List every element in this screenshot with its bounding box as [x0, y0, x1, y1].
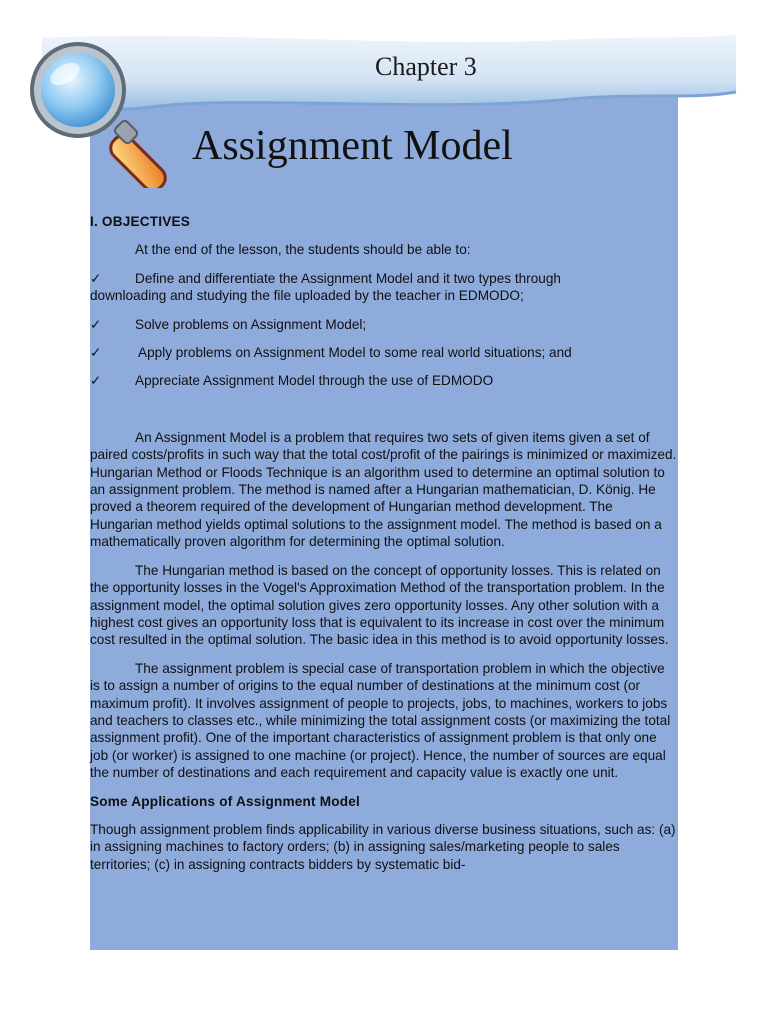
- objectives-intro: At the end of the lesson, the students should be able to:: [135, 242, 471, 258]
- objective-item: [90, 372, 678, 389]
- body-paragraph-2: The Hungarian method is based on the concept of opportunity losses. This is related on the opportunity losses in the Vogel's Approximation Method of the transportation problem. In the assignment model, the optimal solution gives zero opportunity losses. Any other solution with a highest cost gives an opportunity loss that is equivalent to its increase in cost over the minimum cost resulted in the optimal solution. The basic idea in this method is to avoid opportunity losses.: [90, 562, 669, 648]
- page-title: Assignment Model: [192, 123, 513, 169]
- body-paragraph-3: The assignment problem is special case of transportation problem in which the objective is to assign a number of origins to the equal number of destinations at the minimum cost (or maximum profit). It involves assignment of people to projects, jobs, to machines, workers to jobs and teachers to classes etc., while minimizing the total assignment costs (or maximizing the total assignment profit). One of the important characteristics of assignment problem is that only one job (or worker) is assigned to one machine (or project). Hence, the number of sources are equal the number of destinations and each requirement and capacity value is exactly one unit.: [90, 660, 671, 781]
- check-icon: ✓: [90, 316, 102, 332]
- objective-item: [90, 316, 678, 333]
- check-icon: ✓: [90, 270, 102, 286]
- objectives-list: [90, 270, 678, 390]
- check-icon: ✓: [90, 373, 102, 389]
- section-spacer: [90, 401, 678, 429]
- body-paragraph-4: Though assignment problem finds applicability in various diverse business situations, such as: (a) in assigning machines to factory orders; (b) in assigning sales/marketing people to sales territories; (c) in assigning contracts bidders by systematic bid-: [90, 821, 676, 872]
- objective-item: [90, 270, 678, 305]
- objective-text: Solve problems on Assignment Model;: [135, 316, 367, 332]
- objective-text: Define and differentiate the Assignment Model and it two types through: [135, 270, 561, 286]
- objectives-heading: I. OBJECTIVES: [90, 214, 191, 229]
- document-body: [90, 213, 678, 884]
- objective-text: Apply problems on Assignment Model to some real world situations; and: [135, 345, 572, 361]
- body-paragraph-1: An Assignment Model is a problem that requires two sets of given items given a set of paired costs/profits in such way that the total cost/profit of the pairings is minimized or maximized. Hungarian Method or Floods Technique is an algorithm used to determine an optimal solution to an assignment problem. The method is named after a Hungarian mathematician, D. König. He proved a theorem required of the development of Hungarian method development. The Hungarian method yields optimal solutions to the assignment model. The method is based on a mathematically proven algorithm for determining the optimal solution.: [90, 429, 677, 550]
- check-icon: ✓: [90, 345, 102, 361]
- chapter-label: Chapter 3: [375, 52, 477, 81]
- magnifying-glass-icon: [18, 38, 188, 188]
- objective-line: [90, 270, 678, 287]
- objective-text-continued: downloading and studying the file uploaded by the teacher in EDMODO;: [90, 288, 524, 304]
- applications-heading: Some Applications of Assignment Model: [90, 793, 360, 809]
- objective-text: Appreciate Assignment Model through the use of EDMODO: [135, 373, 494, 389]
- objective-item: [90, 344, 678, 361]
